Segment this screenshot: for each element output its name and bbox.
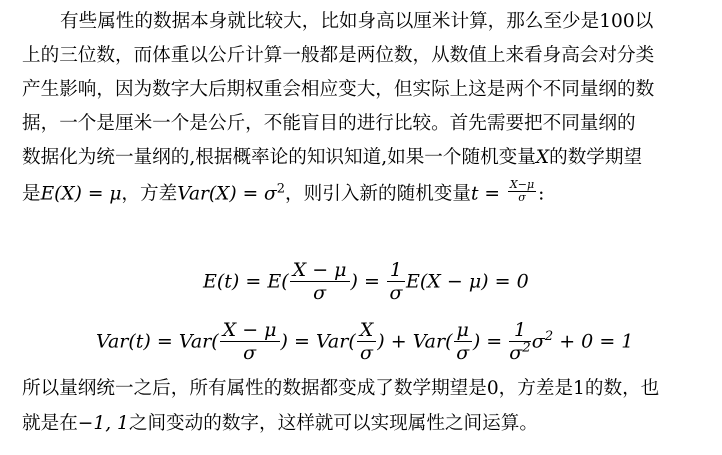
eq1-rhs: E(X − μ) = 0 <box>406 270 529 293</box>
eq2-fraction-2-numerator: X <box>357 319 377 342</box>
paragraph-1-line-4: 据，一个是厘米一个是公斤，不能盲目的进行比较。首先需要把不同量纲的 <box>22 113 636 134</box>
expectation-formula: E(X) = μ <box>40 183 122 205</box>
eq2-fraction-4-den-exponent: 2 <box>522 340 531 356</box>
eq2-fraction-3-denominator: σ <box>456 342 470 364</box>
eq2-fraction-4-denominator <box>509 342 530 364</box>
eq2-lhs: Var(t) = Var( <box>96 330 219 353</box>
paragraph-1-line-6 <box>22 178 712 207</box>
eq2-tail-exponent: 2 <box>544 329 554 345</box>
eq2-fraction-4-den-base: σ <box>509 342 523 364</box>
line5-tail: 的数学期望 <box>549 147 643 168</box>
eq1-fraction-2 <box>387 259 405 304</box>
line6-intro: ，则引入新的随机变量 <box>285 183 471 205</box>
new-variable-t: t = <box>471 183 500 205</box>
inline-fraction-numerator: X−μ <box>509 178 535 191</box>
paragraph-1-line-1: 有些属性的数据本身就比较大，比如身高以厘米计算，那么至少是100以 <box>60 11 654 32</box>
paragraph-2-line-1: 所以量纲统一之后，所有属性的数据都变成了数学期望是0，方差是1的数，也 <box>22 378 660 399</box>
eq2-fraction-4-numerator: 1 <box>509 319 530 342</box>
eq2-fraction-1 <box>220 319 280 364</box>
line6-colon: : <box>538 183 545 205</box>
eq2-tail-rest: + 0 = 1 <box>553 330 634 353</box>
line6-mid: ，方差 <box>121 183 178 205</box>
paragraph-1-line-3: 产生影响，因为数字大后期权重会相应变大，但实际上这是两个不同量纲的数 <box>22 79 655 100</box>
inline-fraction-denominator: σ <box>518 191 526 204</box>
eq1-mid: ) = <box>350 270 386 293</box>
random-variable-x: X <box>535 147 550 168</box>
paragraph-2-line-2 <box>22 412 712 436</box>
eq2-fraction-1-denominator: σ <box>243 342 257 364</box>
eq2-fraction-1-numerator: X − μ <box>220 319 280 342</box>
eq1-lhs: E(t) = E( <box>203 270 289 293</box>
line5-text: 数据化为统一量纲的,根据概率论的知识知道,如果一个随机变量 <box>22 147 536 168</box>
eq2-fraction-3 <box>454 319 472 364</box>
inline-standardization-fraction <box>508 179 536 204</box>
eq2-part-2: ) + Var( <box>377 330 453 353</box>
line8-suffix: 之间变动的数字，这样就可以实现属性之间运算。 <box>128 413 538 434</box>
eq1-fraction-2-denominator: σ <box>389 282 403 304</box>
paragraph-1-line-5 <box>22 146 712 170</box>
paragraph-1-line-2: 上的三位数，而体重以公斤计算一般都是两位数，从数值上来看身高会对分类 <box>22 45 655 66</box>
eq2-fraction-2 <box>357 319 377 364</box>
eq2-part-3: ) = <box>472 330 509 353</box>
line6-prefix: 是 <box>22 183 41 205</box>
eq2-fraction-2-denominator: σ <box>360 342 373 364</box>
eq2-fraction-4 <box>509 319 530 364</box>
variance-formula: Var(X) = σ <box>177 183 277 205</box>
eq1-fraction-2-numerator: 1 <box>387 259 405 282</box>
equation-variance <box>96 320 633 365</box>
eq1-fraction <box>290 259 350 304</box>
range-values: −1, 1 <box>77 413 129 434</box>
eq2-tail-base: σ <box>531 330 545 353</box>
eq2-part-1: ) = Var( <box>280 330 356 353</box>
eq1-fraction-numerator: X − μ <box>290 259 350 282</box>
eq1-fraction-denominator: σ <box>313 282 327 304</box>
eq2-fraction-3-numerator: μ <box>454 319 472 342</box>
variance-exponent: 2 <box>276 181 286 197</box>
equation-expectation <box>203 260 529 305</box>
line8-prefix: 就是在 <box>22 413 78 434</box>
